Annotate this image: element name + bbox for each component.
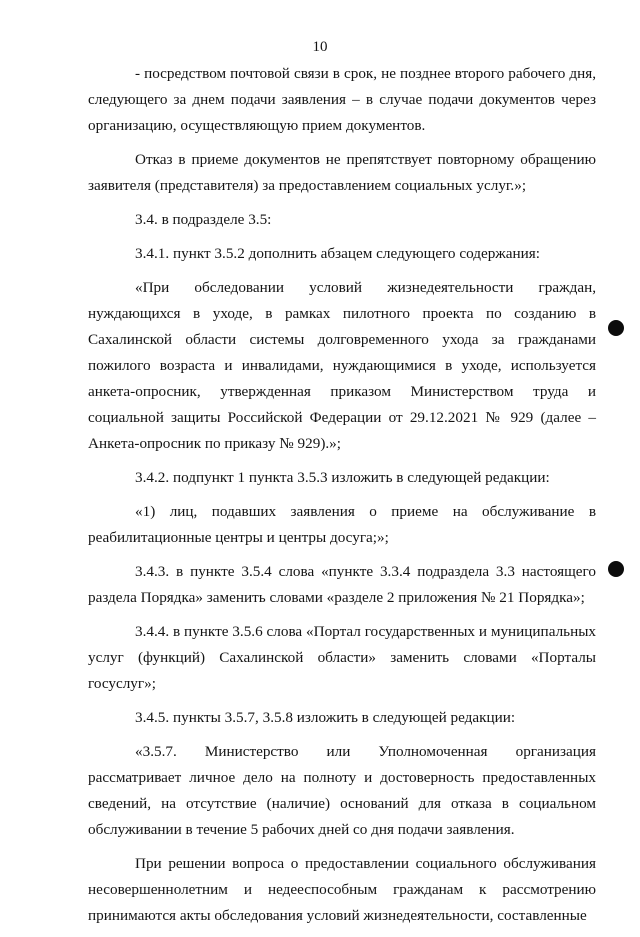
paragraph-subsection-3-5: 3.4. в подразделе 3.5: [135,211,272,228]
paragraph-item-3-4-2: 3.4.2. подпункт 1 пункта 3.5.3 изложить в следующей редакции: [135,469,550,486]
punch-hole-mark [608,561,624,577]
paragraph-item-3-4-3: 3.4.3. в пункте 3.5.4 слова «пункте 3.3.4 подраздела 3.3 настоящего раздела Порядка» заменить словами «разделе 2 приложения № 21 Порядка»; [88,563,596,606]
paragraph-item-3-4-4: 3.4.4. в пункте 3.5.6 слова «Портал государственных и муниципальных услуг (функций) Сахалинской области» заменить словами «Порталы госуслуг»; [88,623,596,692]
paragraph-item-3-4-1: 3.4.1. пункт 3.5.2 дополнить абзацем следующего содержания: [135,245,540,262]
paragraph-rehab-centers-quote: «1) лиц, подавших заявления о приеме на обслуживание в реабилитационные центры и центры досуга;»; [88,503,596,546]
page-number: 10 [312,39,328,55]
document-body [88,61,596,937]
punch-hole-mark [608,320,624,336]
paragraph-item-3-5-7-quote: «3.5.7. Министерство или Уполномоченная организация рассматривает личное дело на полноту и достоверность предоставленных сведений, на отсутствие (наличие) оснований для отказа в социальном обслуживании в течение 5 рабочих дней со дня подачи заявления. [88,743,596,838]
paragraph-questionnaire-quote: «При обследовании условий жизнедеятельности граждан, нуждающихся в уходе, в рамках пилотного проекта по созданию в Сахалинской области системы долговременного ухода за гражданами пожилого возраста и инвалидами, нуждающимися в уходе, используется анкета-опросник, утвержденная приказом Министерством труда и социальной защиты Российской Федерации от 29.12.2021 № 929 (далее – Анкета-опросник по приказу № 929).»; [88,279,596,452]
paragraph-item-3-4-5: 3.4.5. пункты 3.5.7, 3.5.8 изложить в следующей редакции: [135,709,516,726]
paragraph-minors-consideration: При решении вопроса о предоставлении социального обслуживания несовершеннолетним и недееспособным гражданам к рассмотрению принимаются акты обследования условий жизнедеятельности, составленные [88,855,596,924]
paragraph-refusal-note: Отказ в приеме документов не препятствует повторному обращению заявителя (представителя) за предоставлением социальных услуг.»; [88,151,596,194]
paragraph-postal-delivery: - посредством почтовой связи в срок, не позднее второго рабочего дня, следующего за днем подачи заявления – в случае подачи документов через организацию, осуществляющую прием документов. [88,65,596,134]
